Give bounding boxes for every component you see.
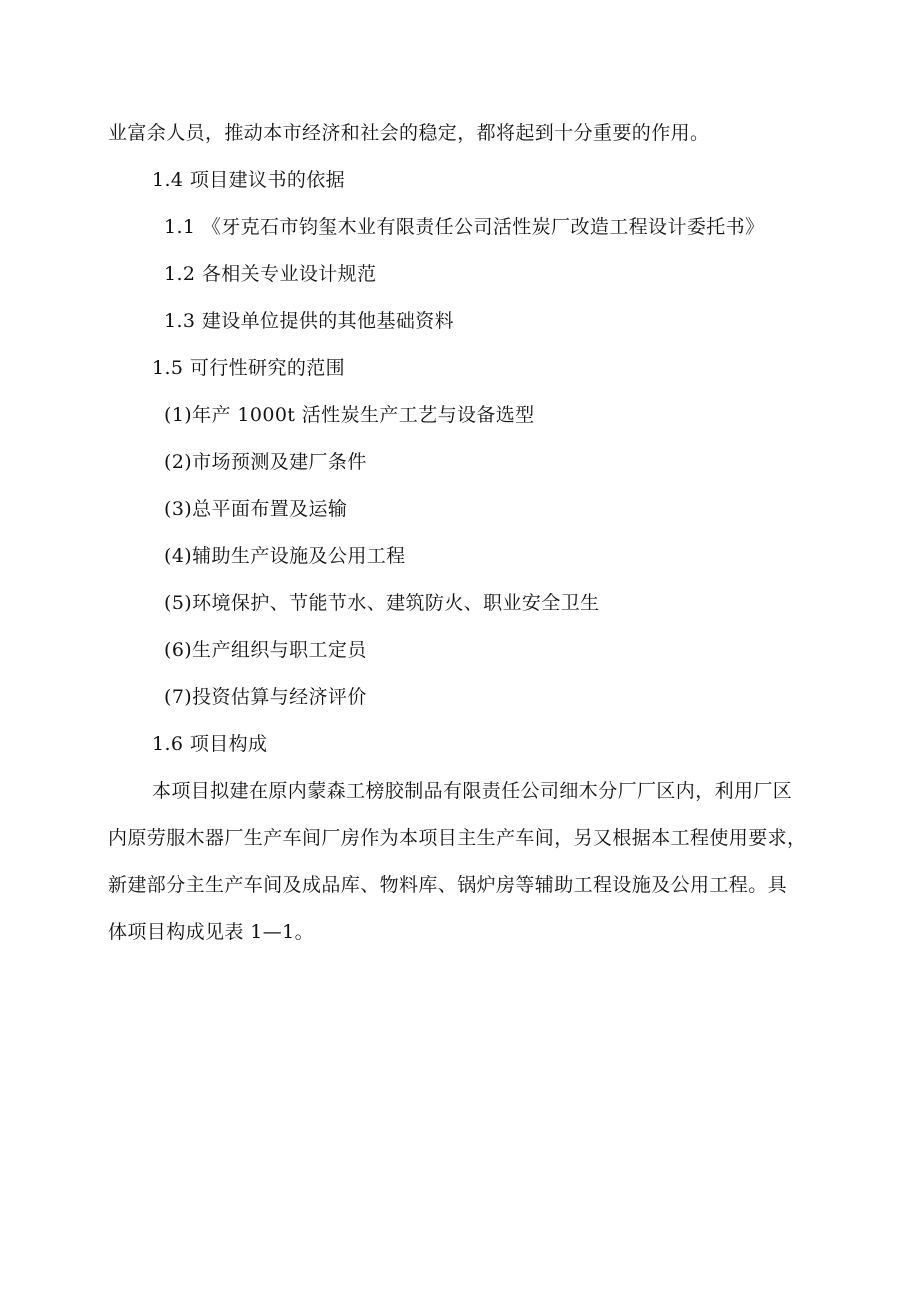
paragraph-line-intro-end: 业富余人员，推动本市经济和社会的稳定，都将起到十分重要的作用。: [108, 122, 710, 144]
scope-item-3: (3)总平面布置及运输: [164, 498, 348, 520]
scope-item-2: (2)市场预测及建厂条件: [164, 451, 367, 473]
scope-item-6: (6)生产组织与职工定员: [164, 639, 367, 661]
basis-item-1-2: 1.2 各相关专业设计规范: [164, 263, 377, 285]
paragraph-line-3: 新建部分主生产车间及成品库、物料库、锅炉房等辅助工程设施及公用工程。具: [108, 874, 788, 896]
section-heading-1-4: 1.4 项目建议书的依据: [152, 169, 346, 191]
scope-item-7: (7)投资估算与经济评价: [164, 686, 367, 708]
scope-item-4: (4)辅助生产设施及公用工程: [164, 545, 406, 567]
basis-item-1-3: 1.3 建设单位提供的其他基础资料: [164, 310, 455, 332]
section-heading-1-5: 1.5 可行性研究的范围: [152, 357, 346, 379]
scope-item-1: (1)年产 1000t 活性炭生产工艺与设备选型: [164, 404, 535, 426]
basis-item-1-1: 1.1 《牙克石市钧玺木业有限责任公司活性炭厂改造工程设计委托书》: [164, 216, 765, 238]
paragraph-line-4: 体项目构成见表 1—1。: [108, 921, 315, 943]
paragraph-line-1: 本项目拟建在原内蒙森工榜胶制品有限责任公司细木分厂厂区内，利用厂区: [152, 780, 793, 802]
paragraph-line-2: 内原劳服木器厂生产车间厂房作为本项目主生产车间，另又根据本工程使用要求，: [108, 827, 807, 849]
section-heading-1-6: 1.6 项目构成: [152, 733, 268, 755]
scope-item-5: (5)环境保护、节能节水、建筑防火、职业安全卫生: [164, 592, 600, 614]
